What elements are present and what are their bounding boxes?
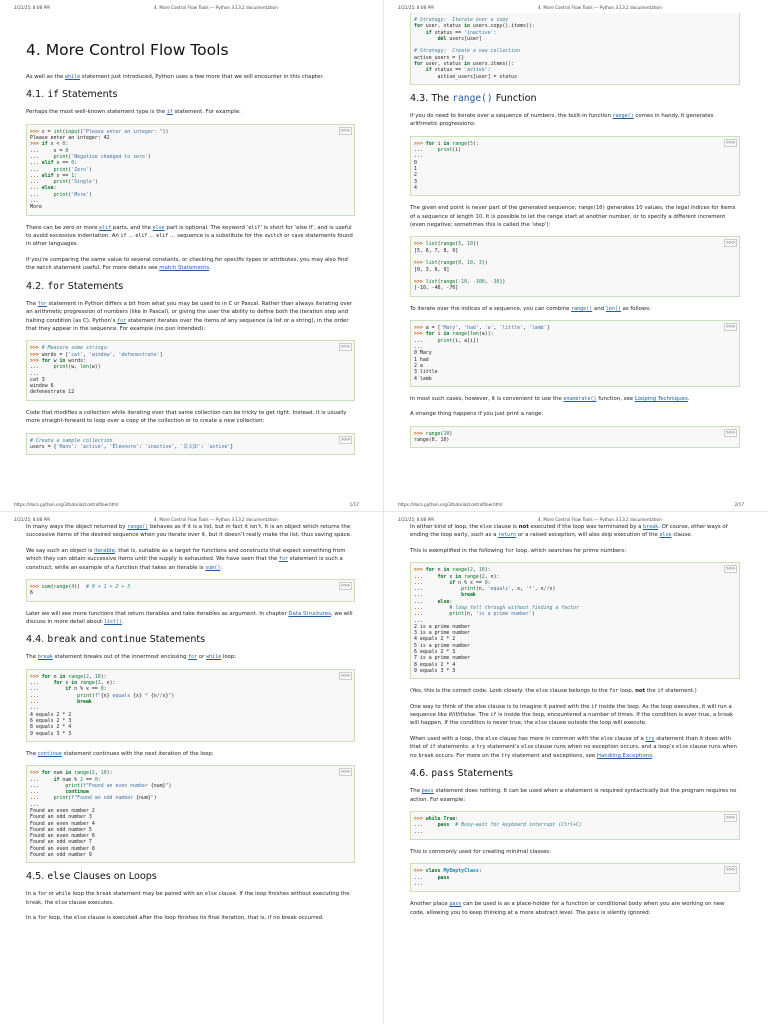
code-block-strategy bbox=[410, 13, 740, 85]
code-block-break bbox=[26, 669, 355, 742]
while-link[interactable]: while bbox=[65, 74, 81, 80]
list-link[interactable]: list() bbox=[103, 619, 122, 626]
paragraph: If you’re comparing the same value to several constants, or checking for specific types or attributes, you may also find the match statement useful. For more details see match Statements. bbox=[26, 256, 348, 272]
section-heading-4-3: 4.3. The range() Function bbox=[410, 92, 537, 104]
enumerate-link[interactable]: enumerate() bbox=[563, 395, 597, 402]
code-block-if bbox=[26, 124, 355, 216]
paragraph: There can be zero or more elif parts, and the else part is optional. The keyword ‘elif’ is short for ‘else if’, and is useful to avoid excessive indentation. An if … elif … elif … sequence is a substitute for the switch or case statements found in other languages. bbox=[26, 224, 353, 248]
try-link[interactable]: try bbox=[645, 735, 655, 742]
copy-button[interactable]: >>> bbox=[725, 139, 735, 146]
paragraph: This is commonly used for creating minimal classes: bbox=[410, 848, 552, 855]
break-link[interactable]: break bbox=[643, 524, 659, 530]
header-date: 2/21/25, 8:08 PM bbox=[398, 517, 434, 522]
copy-button[interactable]: >>> bbox=[725, 429, 735, 436]
code-block-collection bbox=[26, 433, 355, 456]
paragraph: A strange thing happens if you just print a range: bbox=[410, 411, 544, 418]
section-heading-4-1: 4.1. if Statements bbox=[26, 89, 118, 101]
header-date: 2/21/25, 8:08 PM bbox=[14, 5, 50, 10]
section-heading-4-4: 4.4. break and continue Statements bbox=[26, 634, 206, 646]
handling-exceptions-link[interactable]: Handling Exceptions bbox=[596, 752, 653, 759]
section-heading-4-5: 4.5. else Clauses on Loops bbox=[26, 871, 157, 883]
code-text: # Strategy: Iterate over a copy for user, status in users.copy().items(): if status == 'inactive': del users[user] # Strategy: Create a new collection active_users = {} for user, status in users.items(): if status == 'active': active_users[user] = status bbox=[414, 17, 535, 80]
footer-url: https://docs.python.org/3/tutorial/controlflow.html bbox=[398, 502, 503, 507]
pass-link[interactable]: pass bbox=[421, 788, 434, 795]
copy-button[interactable]: >>> bbox=[340, 769, 350, 776]
copy-button[interactable]: >>> bbox=[340, 344, 350, 351]
page-1 bbox=[0, 0, 384, 512]
len-link[interactable]: len() bbox=[605, 305, 621, 312]
code-text: >>> for n in range(2, 10): ... for x in range(2, n): ... if n % x == 0: ... print(f"{n} equals {x} * {n//x}") ... break ... 4 equals 2 * 2 6 equals 2 * 3 8 equals 2 * 4 9 equals 3 * 3 bbox=[30, 673, 175, 737]
paragraph: Another place pass can be used is as a place-holder for a function or conditional body when you are working on new code, allowing you to keep thinking at a more abstract level. The pass is silently ignored: bbox=[410, 901, 725, 916]
header-title: 4. More Control Flow Tools — Python 3.13.2 documentation bbox=[154, 5, 278, 10]
else-link[interactable]: else bbox=[152, 224, 165, 231]
copy-button[interactable]: >>> bbox=[725, 324, 735, 331]
code-text: >>> for i in range(5): ... print(i) ... 0 1 2 3 4 bbox=[414, 140, 479, 191]
code-text: >>> while True: ... pass # Busy-wait for keyboard interrupt (Ctrl+C) ... bbox=[414, 815, 582, 835]
paragraph: The pass statement does nothing. It can be used when a statement is required syntactically but the program requires no action. For example: bbox=[410, 788, 737, 803]
code-block-empty-class bbox=[410, 863, 740, 892]
paragraph: In many ways the object returned by range() behaves as if it is a list, but in fact it isn’t. It is an object which returns the successive items of the desired sequence when you iterate over it, but it doesn’t really make the list, thus saving space. bbox=[26, 524, 352, 539]
paragraph: The continue statement continues with the next iteration of the loop: bbox=[26, 750, 214, 757]
for-link[interactable]: for bbox=[117, 317, 127, 324]
intro-paragraph: As well as the while statement just introduced, Python uses a few more that we will encounter in this chapter. bbox=[26, 74, 324, 80]
copy-button[interactable]: >>> bbox=[340, 436, 350, 443]
paragraph: In most such cases, however, it is convenient to use the enumerate() function, see Looping Techniques. bbox=[410, 395, 690, 402]
looping-techniques-link[interactable]: Looping Techniques bbox=[634, 395, 688, 402]
code-block-primes bbox=[410, 562, 740, 679]
continue-link[interactable]: continue bbox=[37, 750, 62, 757]
range-link[interactable]: range() bbox=[612, 112, 634, 119]
code-text: >>> x = int(input("Please enter an integer: ")) Please enter an integer: 42 >>> if x < 0: ... x = 0 ... print('Negative changed to zero') ... elif x == 0: ... print('Zero') ... elif x == 1: ... print('Single') ... else: ... print('More') ... More bbox=[30, 128, 169, 211]
paragraph: If you do need to iterate over a sequence of numbers, the built-in function range() comes in handy. It generates arithmetic progressions: bbox=[410, 112, 714, 128]
if-link[interactable]: if bbox=[166, 109, 173, 116]
footer-url: https://docs.python.org/3/tutorial/controlflow.html bbox=[14, 502, 119, 507]
footer-page-number: 1/17 bbox=[349, 502, 359, 507]
pass-link[interactable]: pass bbox=[449, 901, 462, 908]
paragraph: This is exemplified in the following for loop, which searches for prime numbers: bbox=[410, 547, 627, 554]
code-block-range10 bbox=[410, 426, 740, 449]
while-link[interactable]: while bbox=[206, 654, 222, 661]
copy-button[interactable]: >>> bbox=[725, 867, 735, 874]
return-link[interactable]: return bbox=[498, 532, 517, 539]
code-text: # Create a sample collection users = {'Hans': 'active', 'Éléonore': 'inactive', '景太郎': 'active'} bbox=[30, 437, 234, 450]
paragraph: One way to think of the else clause is to imagine it paired with the if inside the loop. As the loop executes, it will run a sequence like if/if/if/else. The if is inside the loop, encountered a number of times. If the condition is ever true, a break will happen. If the condition is never true, the else clause outside the loop will execute. bbox=[410, 703, 733, 727]
for-link[interactable]: for bbox=[278, 556, 288, 563]
code-block-while-true bbox=[410, 811, 740, 840]
code-text: >>> a = ['Mary', 'had', 'a', 'little', 'lamb'] >>> for i in range(len(a)): ... print(i, a[i]) ... 0 Mary 1 had 2 a 3 little 4 lamb bbox=[414, 325, 550, 382]
code-block-mary bbox=[410, 320, 740, 387]
paragraph: The given end point is never part of the generated sequence; range(10) generates 10 values, the legal indices for items of a sequence of length 10. It is possible to let the range start at another number, or to specify a different increment (even negative; sometimes this is called the ‘step’): bbox=[410, 205, 736, 228]
section-heading-4-2: 4.2. for Statements bbox=[26, 280, 124, 292]
elif-link[interactable]: elif bbox=[99, 224, 112, 231]
code-text: >>> range(10) range(0, 10) bbox=[414, 430, 453, 443]
code-text: >>> for num in range(2, 10): ... if num % 2 == 0: ... print(f"Found an even number {num}") ... continue ... print(f"Found an odd number {num}") ... Found an even number 2 Found an odd number 3 Found an even number 4 Found an odd number 5 Found an even number 6 Found an odd number 7 Found an even number 8 Found an odd number 9 bbox=[30, 770, 172, 859]
paragraph: To iterate over the indices of a sequence, you can combine range() and len() as follows: bbox=[410, 305, 651, 312]
code-text: >>> list(range(5, 10)) [5, 6, 7, 8, 9] >>> list(range(0, 10, 3)) [0, 3, 6, 9] >>> list(range(-10, -100, -30)) [-10, -40, -70] bbox=[414, 241, 506, 292]
range-link[interactable]: range() bbox=[127, 524, 149, 530]
paragraph: The for statement in Python differs a bit from what you may be used to in C or Pascal. Rather than always iterating over an arithmetic progression of numbers (like in Pascal), or giving the user the ability to define both the iteration step and halting condition (as C), Python’s for statement iterates over the items of any sequence (a list or a string), in the order that they appear in the sequence. For example (no pun intended): bbox=[26, 300, 353, 332]
match-statements-link[interactable]: match Statements bbox=[159, 265, 210, 272]
for-link[interactable]: for bbox=[37, 300, 47, 307]
code-text: >>> class MyEmptyClass: ... pass ... bbox=[414, 868, 482, 887]
footer-page-number: 2/17 bbox=[734, 502, 744, 507]
code-block-sum bbox=[26, 579, 355, 602]
copy-button[interactable]: >>> bbox=[340, 127, 350, 134]
else-link[interactable]: else bbox=[659, 532, 672, 539]
page-3 bbox=[0, 512, 384, 1024]
data-structures-link[interactable]: Data Structures bbox=[288, 610, 331, 617]
paragraph: In a for loop, the else clause is executed after the loop finishes its final iteration, that is, if no break occurred. bbox=[26, 915, 324, 922]
iterable-link[interactable]: iterable bbox=[94, 547, 115, 554]
sum-link[interactable]: sum() bbox=[205, 564, 221, 571]
header-title: 4. More Control Flow Tools — Python 3.13.2 documentation bbox=[538, 5, 662, 10]
copy-button[interactable]: >>> bbox=[340, 583, 350, 590]
range-link[interactable]: range() bbox=[571, 305, 593, 312]
code-block-continue bbox=[26, 765, 355, 863]
paragraph: Code that modifies a collection while iterating over that same collection can be tricky to get right. Instead, it is usually more straight-forward to loop over a copy of the collection or to create a new collection: bbox=[26, 409, 347, 425]
copy-button[interactable]: >>> bbox=[340, 672, 350, 679]
paragraph: We say such an object is iterable, that is, suitable as a target for functions and constructs that expect something from which they can obtain successive items until the supply is exhausted. We have seen that the for statement is such a construct, while an example of a function that takes an iterable is sum(): bbox=[26, 547, 346, 571]
header-title: 4. More Control Flow Tools — Python 3.13.2 documentation bbox=[538, 517, 662, 522]
section-heading-4-6: 4.6. pass Statements bbox=[410, 768, 514, 780]
page-4 bbox=[384, 512, 768, 1024]
paragraph: When used with a loop, the else clause has more in common with the else clause of a try statement than it does with that of if statements: a try statement’s else clause runs when no exception occurs, and a loop’s else clause runs when no break occurs. For more on the try statement and exceptions, see Handling Exceptions. bbox=[410, 735, 737, 759]
paragraph: The break statement breaks out of the innermost enclosing for or while loop: bbox=[26, 654, 237, 661]
code-block-for bbox=[26, 340, 355, 400]
code-block-list-range bbox=[410, 236, 740, 296]
code-block-range5 bbox=[410, 136, 740, 196]
code-text: >>> # Measure some strings: >>> words = ['cat', 'window', 'defenestrate'] >>> for w in words: ... print(w, len(w)) ... cat 3 window 6 defenestrate 12 bbox=[30, 345, 163, 396]
code-text: >>> sum(range(4)) # 0 + 1 + 2 + 3 6 bbox=[30, 584, 131, 597]
copy-button[interactable]: >>> bbox=[725, 240, 735, 247]
paragraph: (Yes, this is the correct code. Look closely: the else clause belongs to the for loop, not the if statement.) bbox=[410, 688, 697, 695]
paragraph: Perhaps the most well-known statement type is the if statement. For example: bbox=[26, 109, 241, 116]
copy-button[interactable]: >>> bbox=[725, 566, 735, 573]
page-title: 4. More Control Flow Tools bbox=[26, 41, 229, 59]
break-link[interactable]: break bbox=[37, 654, 53, 661]
code-text: >>> for n in range(2, 10): ... for x in range(2, n): ... if n % x == 0: ... print(n, 'equals', x, '*', n//x) ... break ... else: ... # loop fell through without finding a factor ... print(n, 'is a prime number') ... 2 is a prime number 3 is a prime number 4 equals 2 * 2 5 is a prime number 6 equals 2 * 3 7 is a prime number 8 equals 2 * 4 9 equals 3 * 3 bbox=[414, 567, 579, 674]
copy-button[interactable]: >>> bbox=[725, 814, 735, 821]
paragraph: In a for or while loop the break statement may be paired with an else clause. If the loop finishes without executing the break, the else clause executes. bbox=[26, 891, 350, 906]
header-title: 4. More Control Flow Tools — Python 3.13.2 documentation bbox=[154, 517, 278, 522]
header-date: 2/21/25, 8:08 PM bbox=[398, 5, 434, 10]
paragraph: In either kind of loop, the else clause is not executed if the loop was terminated by a break. Of course, other ways of ending the loop early, such as a return or a raised exception, will also skip execution of the else clause. bbox=[410, 524, 728, 539]
paragraph: Later we will see more functions that return iterables and take iterables as argument. In chapter Data Structures, we will discuss in more detail about list(). bbox=[26, 610, 353, 626]
header-date: 2/21/25, 8:08 PM bbox=[14, 517, 50, 522]
page-2 bbox=[384, 0, 768, 512]
for-link[interactable]: for bbox=[188, 654, 198, 661]
